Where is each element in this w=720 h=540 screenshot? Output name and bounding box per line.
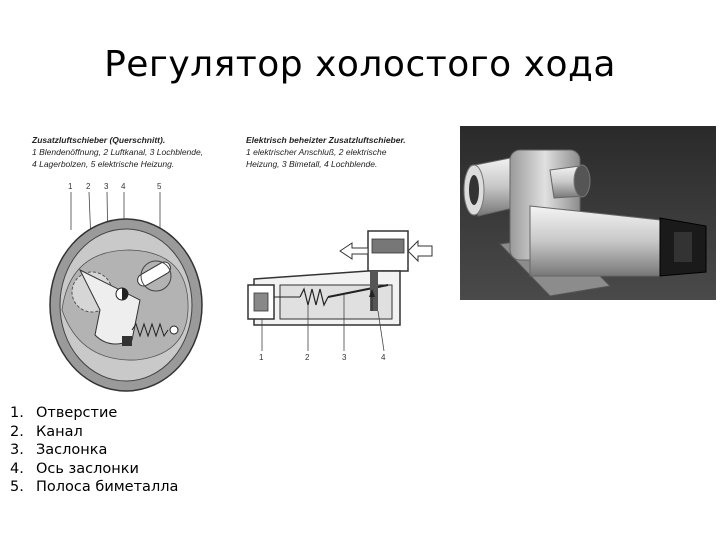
legend-text: Заслонка xyxy=(36,442,108,458)
figure1-number: 3 xyxy=(104,182,109,191)
figure2-number: 4 xyxy=(381,353,386,362)
figure1-caption-line: 4 Lagerbolzen, 5 elektrische Heizung. xyxy=(32,159,175,169)
figure1-caption xyxy=(32,134,242,170)
figure1-number: 1 xyxy=(68,182,73,191)
figure1-number: 4 xyxy=(121,182,126,191)
figure1-number: 2 xyxy=(86,182,91,191)
heated-air-valve-drawing xyxy=(240,225,440,355)
figure2-caption-line: Heizung, 3 Bimetall, 4 Lochblende. xyxy=(246,159,378,169)
figure2-caption xyxy=(246,134,456,170)
figure2-number: 3 xyxy=(342,353,347,362)
legend-text: Канал xyxy=(36,423,83,440)
legend-item xyxy=(10,423,178,442)
legend-number: 3. xyxy=(10,442,24,458)
figure1-caption-title: Zusatzluftschieber (Querschnitt). xyxy=(32,135,166,145)
legend-number: 1. xyxy=(10,405,24,421)
figure2-number: 2 xyxy=(305,353,310,362)
idle-valve-photo xyxy=(460,126,716,300)
legend-item xyxy=(10,478,178,497)
figure1-number: 5 xyxy=(157,182,162,191)
legend-number: 4. xyxy=(10,460,24,477)
legend-text: Ось заслонки xyxy=(36,460,139,477)
legend-text: Отверстие xyxy=(36,405,118,421)
legend-item xyxy=(10,460,178,479)
legend-item xyxy=(10,404,178,423)
figure2-number: 1 xyxy=(259,353,264,362)
legend-number: 2. xyxy=(10,423,24,440)
page-title: Регулятор холостого хода xyxy=(104,44,616,85)
figure2-caption-title: Elektrisch beheizter Zusatzluftschieber. xyxy=(246,135,406,145)
figure2-caption-line: 1 elektrischer Anschluß, 2 elektrische xyxy=(246,147,387,157)
legend-text: Полоса биметалла xyxy=(36,479,179,495)
legend-item xyxy=(10,441,178,460)
legend-list xyxy=(10,404,178,497)
legend-number: 5. xyxy=(10,479,24,495)
figure1-caption-line: 1 Blendenöffnung, 2 Luftkanal, 3 Lochblende, xyxy=(32,147,204,157)
air-valve-cross-section-drawing xyxy=(40,190,210,400)
